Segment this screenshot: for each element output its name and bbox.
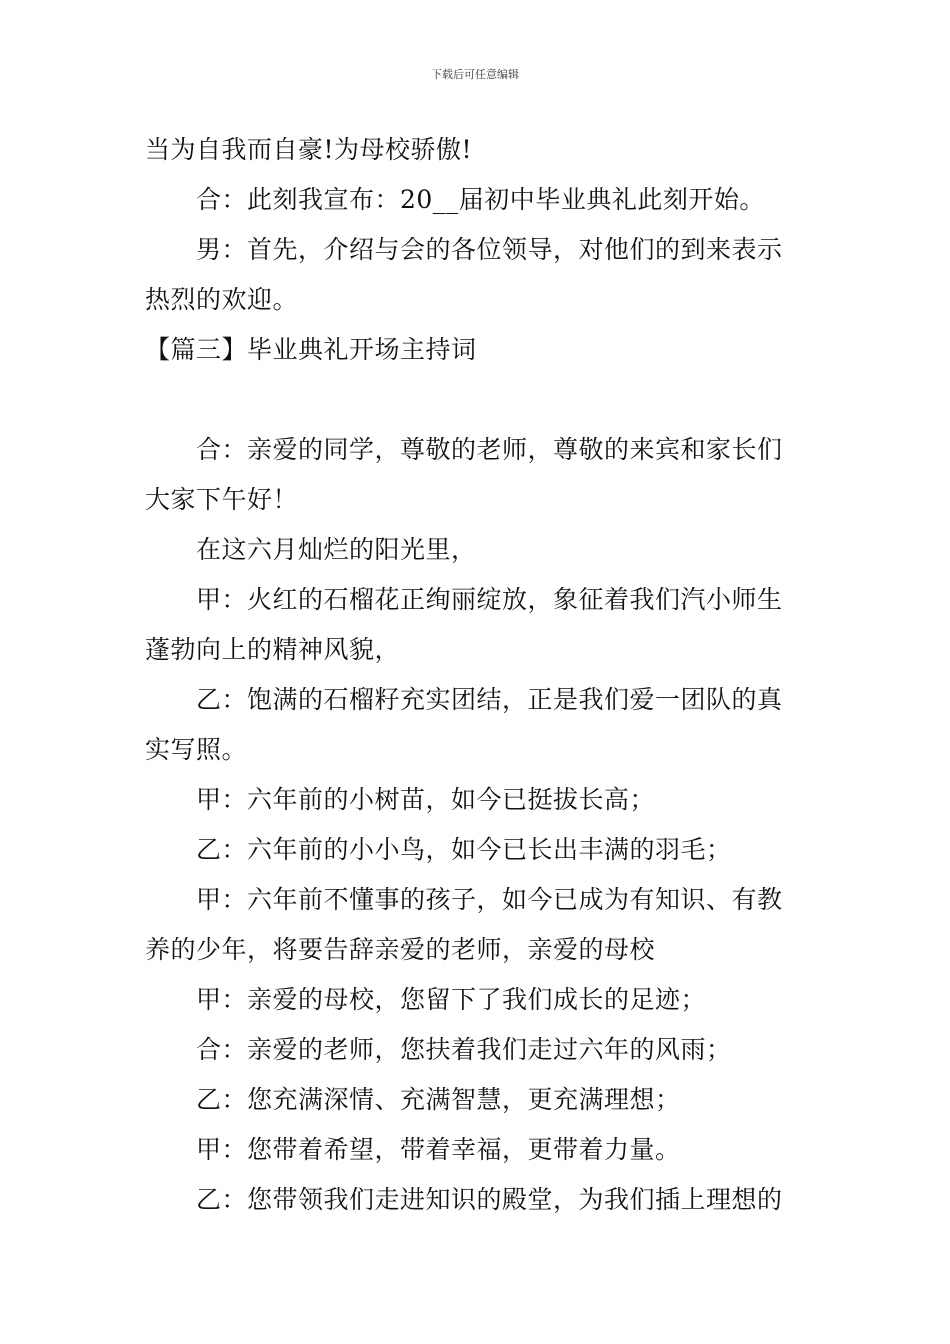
paragraph-line: 乙：六年前的小小鸟，如今已长出丰满的羽毛； xyxy=(196,835,732,864)
paragraph-line: 甲：六年前不懂事的孩子，如今已成为有知识、有教 xyxy=(196,885,783,914)
paragraph-line: 大家下午好！ xyxy=(145,485,299,514)
paragraph-line: 男：首先，介绍与会的各位领导，对他们的到来表示 xyxy=(196,235,783,264)
paragraph-line: 乙：饱满的石榴籽充实团结，正是我们爱一团队的真 xyxy=(196,685,783,714)
paragraph-line: 甲：亲爱的母校，您留下了我们成长的足迹； xyxy=(196,985,707,1014)
paragraph-line: 在这六月灿烂的阳光里， xyxy=(196,535,477,564)
paragraph-line: 合：亲爱的老师，您扶着我们走过六年的风雨； xyxy=(196,1035,732,1064)
paragraph-line: 蓬勃向上的精神风貌， xyxy=(145,635,401,664)
paragraph-line: 甲：火红的石榴花正绚丽绽放，象征着我们汽小师生 xyxy=(196,585,783,614)
paragraph-line: 当为自我而自豪!为母校骄傲! xyxy=(145,135,473,164)
paragraph-line: 实写照。 xyxy=(145,735,248,764)
paragraph-line: 乙：您带领我们走进知识的殿堂，为我们插上理想的 xyxy=(196,1185,783,1214)
paragraph-line: 合：亲爱的同学，尊敬的老师，尊敬的来宾和家长们 xyxy=(196,435,783,464)
section-heading: 【篇三】毕业典礼开场主持词 xyxy=(145,335,477,364)
paragraph-line: 热烈的欢迎。 xyxy=(145,285,299,314)
paragraph-line: 乙：您充满深情、充满智慧，更充满理想； xyxy=(196,1085,681,1114)
page-header: 下载后可任意编辑 xyxy=(431,68,519,81)
paragraph-line: 合：此刻我宣布：20__届初中毕业典礼此刻开始。 xyxy=(196,185,765,214)
paragraph-line: 甲：您带着希望，带着幸福，更带着力量。 xyxy=(196,1135,681,1164)
paragraph-line: 甲：六年前的小树苗，如今已挺拔长高； xyxy=(196,785,656,814)
paragraph-line: 养的少年，将要告辞亲爱的老师，亲爱的母校 xyxy=(145,935,656,964)
